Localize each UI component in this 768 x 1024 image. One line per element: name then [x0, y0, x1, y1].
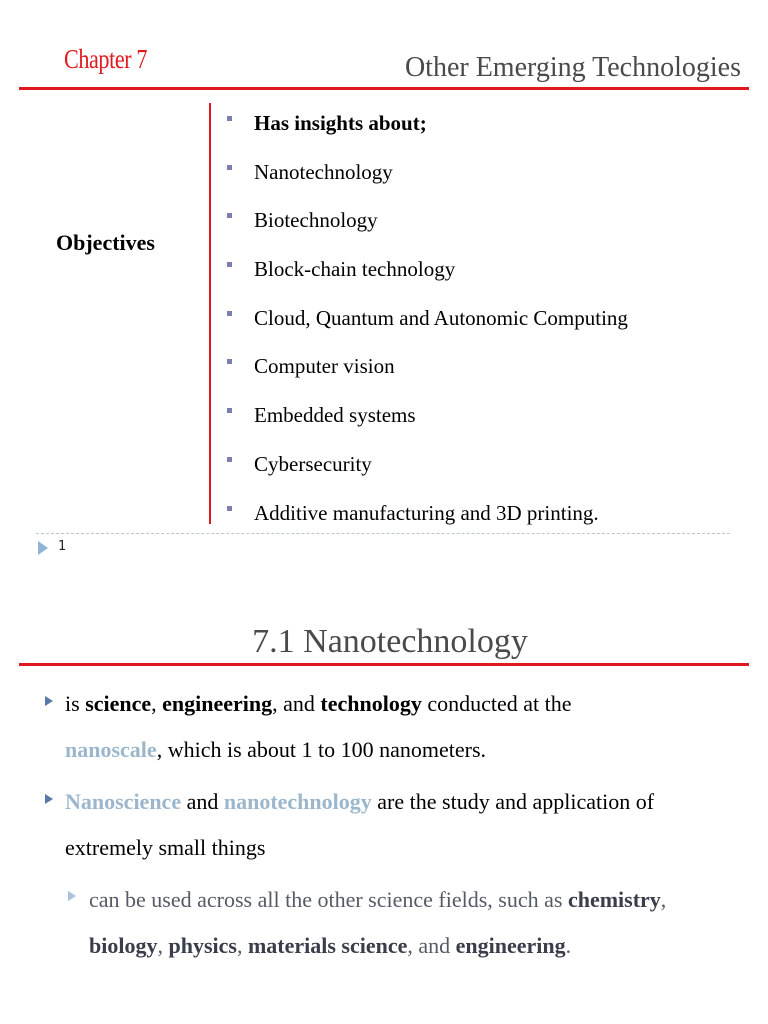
- list-item: Additive manufacturing and 3D printing.: [224, 498, 628, 547]
- vertical-divider: [209, 103, 211, 524]
- page-arrow-icon: [38, 541, 48, 555]
- bullet-square-icon: [227, 506, 232, 511]
- list-item: Biotechnology: [224, 205, 628, 254]
- section-title: 7.1 Nanotechnology: [252, 623, 528, 660]
- bullet-square-icon: [227, 262, 232, 267]
- bullet-square-icon: [227, 359, 232, 364]
- list-item: Has insights about;: [224, 108, 628, 157]
- paragraph-nanoscience: Nanoscience and nanotechnology are the study and application of extremely small things: [65, 789, 655, 860]
- bullet-square-icon: [227, 116, 232, 121]
- list-item: Embedded systems: [224, 400, 628, 449]
- list-item: Nanotechnology: [224, 157, 628, 206]
- list-item: Cloud, Quantum and Autonomic Computing: [224, 303, 628, 352]
- bullet-triangle-icon: [45, 794, 53, 804]
- objectives-list: [224, 108, 628, 546]
- page-number: 1: [58, 539, 67, 554]
- slide-separator: [36, 533, 730, 534]
- bullet-square-icon: [227, 213, 232, 218]
- bullet-square-icon: [227, 408, 232, 413]
- chapter-label: Chapter 7: [64, 44, 148, 74]
- list-item: Block-chain technology: [224, 254, 628, 303]
- bullet-square-icon: [227, 165, 232, 170]
- list-item: Cybersecurity: [224, 449, 628, 498]
- list-item: Computer vision: [224, 351, 628, 400]
- bullet-square-icon: [227, 457, 232, 462]
- paragraph-definition: is science, engineering, and technology conducted at the nanoscale, which is about 1 to 100 nanometers.: [65, 691, 572, 762]
- paragraph-fields: can be used across all the other science fields, such as chemistry, biology, physics, materials science, and engineering.: [89, 887, 667, 958]
- slide-title: Other Emerging Technologies: [404, 52, 741, 83]
- objectives-label: Objectives: [56, 230, 155, 255]
- bullet-square-icon: [227, 311, 232, 316]
- header-rule: [19, 87, 749, 90]
- sub-bullet-triangle-icon: [68, 891, 76, 901]
- section-rule: [19, 663, 749, 666]
- bullet-triangle-icon: [45, 696, 53, 706]
